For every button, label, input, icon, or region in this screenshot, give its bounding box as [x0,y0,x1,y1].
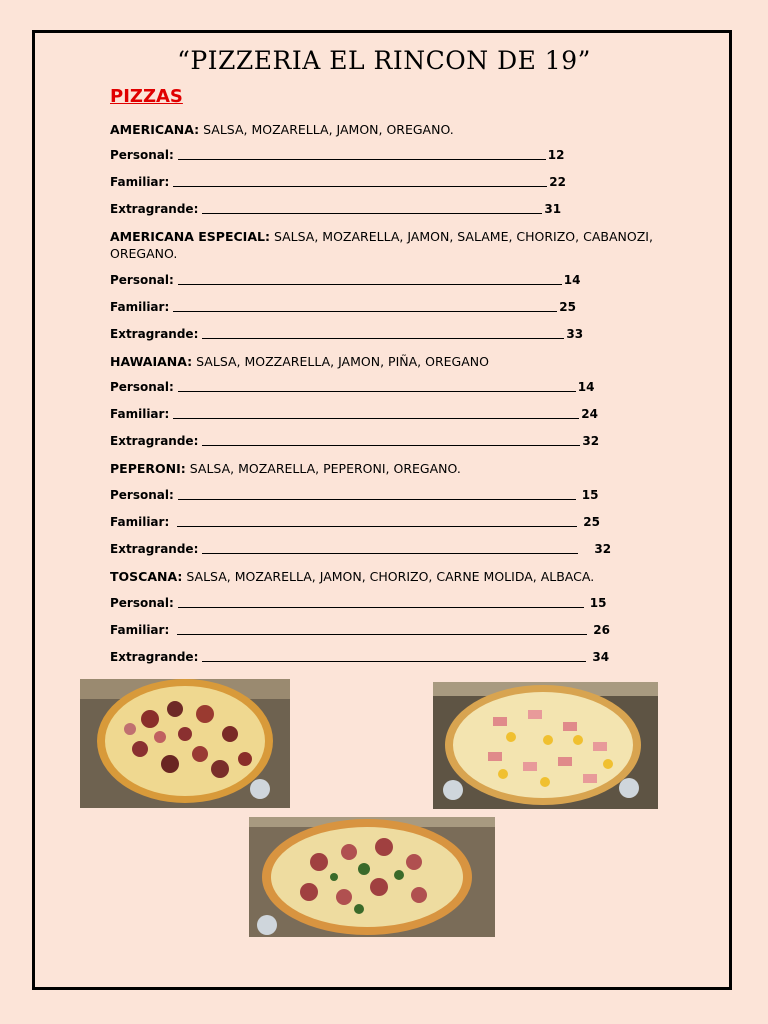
section-heading: PIZZAS [110,86,183,107]
price-row [110,148,565,162]
pizza-ingredients: SALSA, MOZARELLA, JAMON, SALAME, CHORIZO, CABANOZI, OREGANO. [110,229,653,261]
leader-line [177,515,577,527]
price-row [110,407,598,421]
price: 15 [589,596,607,610]
price: 33 [566,327,584,341]
pizza-ingredients: SALSA, MOZARELLA, JAMON, OREGANO. [199,122,454,137]
pizza-name: AMERICANA: [110,122,200,137]
leader-line [178,148,546,160]
pizza-name: PEPERONI: [110,461,186,476]
pizza-name: TOSCANA: [110,569,183,584]
price-row [110,542,611,556]
price-row [110,202,561,216]
leader-line [178,488,576,500]
leader-line [173,175,547,187]
price-row [110,300,576,314]
size-label: Personal: [110,148,174,162]
price-row [110,488,599,502]
price: 14 [577,380,595,394]
price: 22 [549,175,566,189]
price: 25 [583,515,600,529]
pizza-americana-especial [110,228,670,262]
price: 15 [581,488,599,502]
size-label: Familiar: [110,300,170,314]
pizza-photo [80,679,290,808]
leader-line [178,273,562,285]
size-label: Personal: [110,596,174,610]
price-row [110,596,607,610]
leader-line [202,202,542,214]
pizza-ingredients: SALSA, MOZARELLA, JAMON, CHORIZO, CARNE MOLIDA, ALBACA. [182,569,595,584]
pizza-hawaiana [110,353,670,370]
price: 34 [592,650,610,664]
price-row [110,380,595,394]
price-row [110,434,599,448]
size-label: Extragrande: [110,542,199,556]
size-label: Extragrande: [110,202,199,216]
size-label: Familiar: [110,407,170,421]
price-row [110,515,600,529]
size-label: Extragrande: [110,434,199,448]
pizza-name: AMERICANA ESPECIAL: [110,229,270,244]
page-title: “PIZZERIA EL RINCON DE 19” [177,46,591,75]
pizza-ingredients: SALSA, MOZZARELLA, JAMON, PIÑA, OREGANO [192,354,489,369]
leader-line [202,434,580,446]
price: 12 [547,148,565,162]
size-label: Personal: [110,380,174,394]
leader-line [177,623,587,635]
price: 32 [582,434,600,448]
leader-line [202,542,578,554]
leader-line [202,650,586,662]
size-label: Familiar: [110,175,170,189]
price-row [110,650,609,664]
price: 32 [594,542,612,556]
price: 24 [581,407,598,421]
leader-line [202,327,564,339]
pizza-name: HAWAIANA: [110,354,193,369]
pizza-peperoni [110,460,670,477]
price-row [110,175,566,189]
price: 31 [544,202,562,216]
pizza-americana [110,121,670,138]
price-row [110,623,610,637]
price-row [110,273,581,287]
leader-line [178,380,576,392]
size-label: Extragrande: [110,327,199,341]
size-label: Personal: [110,273,174,287]
pizza-photo [433,682,658,809]
leader-line [173,407,579,419]
pizza-photo [249,817,495,937]
size-label: Familiar: [110,623,170,637]
price: 25 [559,300,576,314]
pizza-ingredients: SALSA, MOZARELLA, PEPERONI, OREGANO. [185,461,461,476]
price: 14 [563,273,581,287]
price-row [110,327,583,341]
size-label: Personal: [110,488,174,502]
size-label: Familiar: [110,515,170,529]
price: 26 [593,623,610,637]
pizza-toscana [110,568,670,585]
leader-line [173,300,557,312]
leader-line [178,596,584,608]
size-label: Extragrande: [110,650,199,664]
